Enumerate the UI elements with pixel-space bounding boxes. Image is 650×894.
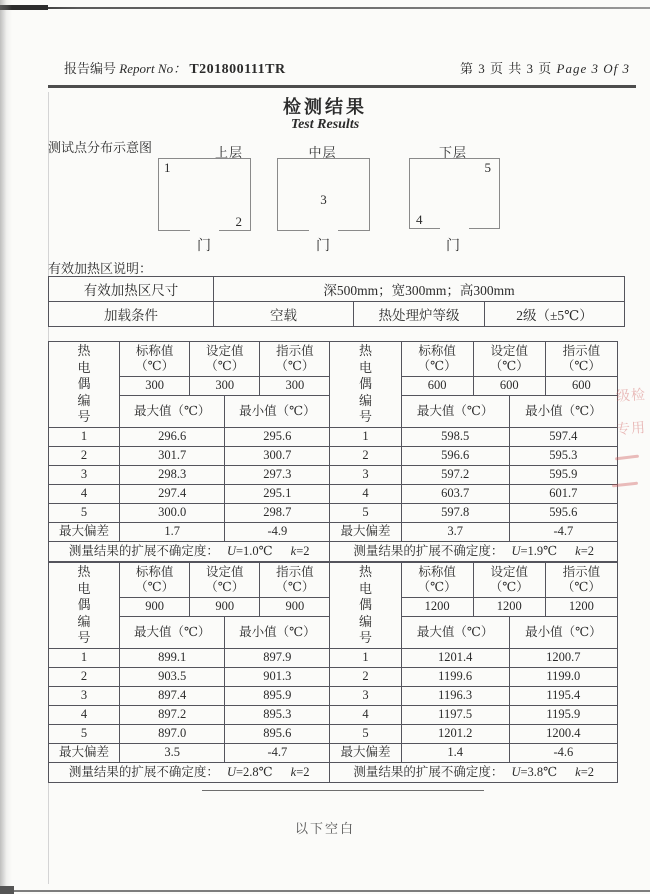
furnace-box-lower <box>409 158 500 229</box>
zone-load-label: 加载条件 <box>49 302 214 327</box>
scan-edge-left <box>0 0 12 894</box>
door-label-upper: 门 <box>197 239 211 254</box>
max-header: 最大值（℃） <box>120 617 225 649</box>
row-index: 5 <box>49 725 120 744</box>
max-dev-label: 最大偏差 <box>330 523 401 542</box>
zone-size-value: 深500mm；宽300mm；高300mm <box>214 277 625 302</box>
box-bottom-segment <box>338 230 369 231</box>
row-index: 5 <box>330 504 401 523</box>
max-dev-value: 1.4 <box>401 744 509 763</box>
max-dev-value: -4.7 <box>225 744 330 763</box>
row-index: 1 <box>330 428 401 447</box>
thermocouple-no-header: 热电偶编号 <box>49 563 120 649</box>
nominal-header: 标称值 （℃） <box>401 342 473 377</box>
set-header: 设定值 （℃） <box>473 563 545 598</box>
min-value: 595.6 <box>509 504 617 523</box>
report-number-line <box>64 58 286 78</box>
min-value: 601.7 <box>509 485 617 504</box>
indicated-value: 300 <box>260 377 330 396</box>
nominal-value: 300 <box>120 377 190 396</box>
max-header: 最大值（℃） <box>120 396 225 428</box>
uncertainty-row: 测量结果的扩展不确定度： U=1.0℃ k=2 <box>49 542 330 562</box>
row-index: 2 <box>330 447 401 466</box>
box-bottom-segment <box>469 228 499 229</box>
max-value: 296.6 <box>120 428 225 447</box>
max-value: 1201.4 <box>401 649 509 668</box>
nominal-value: 900 <box>120 598 190 617</box>
row-index: 4 <box>49 485 120 504</box>
zone-size-label: 有效加热区尺寸 <box>49 277 214 302</box>
scan-edge-bottom <box>0 890 650 892</box>
layer-label-middle: 中层 <box>308 145 337 160</box>
test-point-1: 1 <box>164 160 171 175</box>
min-value: 895.6 <box>225 725 330 744</box>
max-dev-value: -4.6 <box>509 744 617 763</box>
uncertainty-row: 测量结果的扩展不确定度： U=3.8℃ k=2 <box>330 763 618 783</box>
max-dev-label: 最大偏差 <box>330 744 401 763</box>
indicated-value: 600 <box>545 377 617 396</box>
zone-class-value: 2级（±5℃） <box>485 302 625 327</box>
report-label-en: Report No： <box>119 61 187 76</box>
min-header: 最小值（℃） <box>509 396 617 428</box>
furnace-box-upper <box>158 158 251 231</box>
max-value: 298.3 <box>120 466 225 485</box>
test-point-5: 5 <box>484 160 491 175</box>
row-index: 4 <box>49 706 120 725</box>
measurement-table-300-600 <box>48 341 618 562</box>
min-value: 595.9 <box>509 466 617 485</box>
indicated-header: 指示值 （℃） <box>260 342 330 377</box>
header-rule <box>48 85 636 88</box>
max-dev-value: 3.7 <box>401 523 509 542</box>
row-index: 2 <box>49 447 120 466</box>
page-title: 检测结果 <box>283 97 367 117</box>
min-header: 最小值（℃） <box>509 617 617 649</box>
indicated-header: 指示值 （℃） <box>545 342 617 377</box>
end-of-table-line <box>202 790 484 791</box>
max-dev-value: -4.7 <box>509 523 617 542</box>
indicated-header: 指示值 （℃） <box>260 563 330 598</box>
min-value: 295.6 <box>225 428 330 447</box>
max-dev-value: -4.9 <box>225 523 330 542</box>
min-value: 1199.0 <box>509 668 617 687</box>
thermocouple-no-header: 热电偶编号 <box>330 342 401 428</box>
min-value: 895.3 <box>225 706 330 725</box>
max-value: 597.2 <box>401 466 509 485</box>
red-stamp-stroke <box>615 455 639 461</box>
set-header: 设定值 （℃） <box>473 342 545 377</box>
row-index: 3 <box>330 687 401 706</box>
door-label-lower: 门 <box>446 239 460 254</box>
max-value: 1197.5 <box>401 706 509 725</box>
min-value: 298.7 <box>225 504 330 523</box>
max-value: 903.5 <box>120 668 225 687</box>
test-point-3: 3 <box>320 192 327 207</box>
diagram-caption: 测试点分布示意图 <box>48 140 153 155</box>
report-number: T201800111TR <box>189 62 286 77</box>
min-header: 最小值（℃） <box>225 396 330 428</box>
max-value: 1201.2 <box>401 725 509 744</box>
min-value: 1195.9 <box>509 706 617 725</box>
row-index: 5 <box>330 725 401 744</box>
row-index: 4 <box>330 706 401 725</box>
layer-label-upper: 上层 <box>214 145 243 160</box>
row-index: 3 <box>49 687 120 706</box>
min-value: 297.3 <box>225 466 330 485</box>
zone-class-label: 热处理炉等级 <box>354 302 485 327</box>
max-dev-label: 最大偏差 <box>49 523 120 542</box>
set-value: 300 <box>190 377 260 396</box>
min-value: 597.4 <box>509 428 617 447</box>
max-value: 897.2 <box>120 706 225 725</box>
report-header <box>64 58 630 78</box>
blank-below-note: 以下空白 <box>294 821 355 836</box>
min-value: 595.3 <box>509 447 617 466</box>
nominal-header: 标称值 （℃） <box>120 342 190 377</box>
min-header: 最小值（℃） <box>225 617 330 649</box>
page-title-en: Test Results <box>290 117 360 132</box>
max-value: 597.8 <box>401 504 509 523</box>
box-bottom-segment <box>410 228 440 229</box>
row-index: 3 <box>49 466 120 485</box>
max-dev-label: 最大偏差 <box>49 744 120 763</box>
box-bottom-segment <box>278 230 309 231</box>
max-dev-value: 1.7 <box>120 523 225 542</box>
max-dev-value: 3.5 <box>120 744 225 763</box>
row-index: 2 <box>49 668 120 687</box>
nominal-header: 标称值 （℃） <box>120 563 190 598</box>
max-value: 300.0 <box>120 504 225 523</box>
min-value: 901.3 <box>225 668 330 687</box>
report-label-zh: 报告编号 <box>64 61 117 76</box>
row-index: 4 <box>330 485 401 504</box>
thermocouple-no-header: 热电偶编号 <box>330 563 401 649</box>
min-value: 897.9 <box>225 649 330 668</box>
test-point-2: 2 <box>235 214 242 229</box>
row-index: 1 <box>49 428 120 447</box>
red-stamp-fragment: 专用 <box>615 420 647 439</box>
max-value: 297.4 <box>120 485 225 504</box>
box-bottom-segment <box>219 230 250 231</box>
set-value: 900 <box>190 598 260 617</box>
red-stamp-fragment: 级检 <box>615 387 647 406</box>
furnace-box-middle <box>277 158 370 231</box>
set-header: 设定值 （℃） <box>190 342 260 377</box>
zone-table <box>48 276 625 327</box>
uncertainty-row: 测量结果的扩展不确定度： U=1.9℃ k=2 <box>330 542 618 562</box>
max-value: 899.1 <box>120 649 225 668</box>
scan-edge-top <box>0 7 650 9</box>
pagination <box>460 58 630 78</box>
max-value: 596.6 <box>401 447 509 466</box>
max-value: 301.7 <box>120 447 225 466</box>
row-index: 5 <box>49 504 120 523</box>
row-index: 1 <box>49 649 120 668</box>
min-value: 295.1 <box>225 485 330 504</box>
max-header: 最大值（℃） <box>401 617 509 649</box>
indicated-value: 900 <box>260 598 330 617</box>
zone-heading: 有效加热区说明： <box>48 261 153 276</box>
nominal-value: 1200 <box>401 598 473 617</box>
min-value: 300.7 <box>225 447 330 466</box>
set-value: 600 <box>473 377 545 396</box>
scan-edge-bottom-left <box>0 886 14 894</box>
zone-load-value: 空载 <box>214 302 354 327</box>
indicated-header: 指示值 （℃） <box>545 563 617 598</box>
max-value: 603.7 <box>401 485 509 504</box>
set-header: 设定值 （℃） <box>190 563 260 598</box>
test-point-4: 4 <box>416 212 423 227</box>
pagination-zh: 第 3 页 共 3 页 <box>460 61 553 76</box>
max-value: 897.4 <box>120 687 225 706</box>
row-index: 3 <box>330 466 401 485</box>
row-index: 1 <box>330 649 401 668</box>
door-label-middle: 门 <box>316 239 330 254</box>
pagination-en: Page 3 Of 3 <box>556 61 630 76</box>
measurement-table-900-1200 <box>48 562 618 783</box>
thermocouple-no-header: 热电偶编号 <box>49 342 120 428</box>
layer-label-lower: 下层 <box>438 145 467 160</box>
max-value: 598.5 <box>401 428 509 447</box>
max-header: 最大值（℃） <box>401 396 509 428</box>
min-value: 895.9 <box>225 687 330 706</box>
nominal-header: 标称值 （℃） <box>401 563 473 598</box>
max-value: 1196.3 <box>401 687 509 706</box>
set-value: 1200 <box>473 598 545 617</box>
min-value: 1200.7 <box>509 649 617 668</box>
indicated-value: 1200 <box>545 598 617 617</box>
min-value: 1200.4 <box>509 725 617 744</box>
uncertainty-row: 测量结果的扩展不确定度： U=2.8℃ k=2 <box>49 763 330 783</box>
box-bottom-segment <box>159 230 190 231</box>
max-value: 1199.6 <box>401 668 509 687</box>
nominal-value: 600 <box>401 377 473 396</box>
min-value: 1195.4 <box>509 687 617 706</box>
row-index: 2 <box>330 668 401 687</box>
max-value: 897.0 <box>120 725 225 744</box>
